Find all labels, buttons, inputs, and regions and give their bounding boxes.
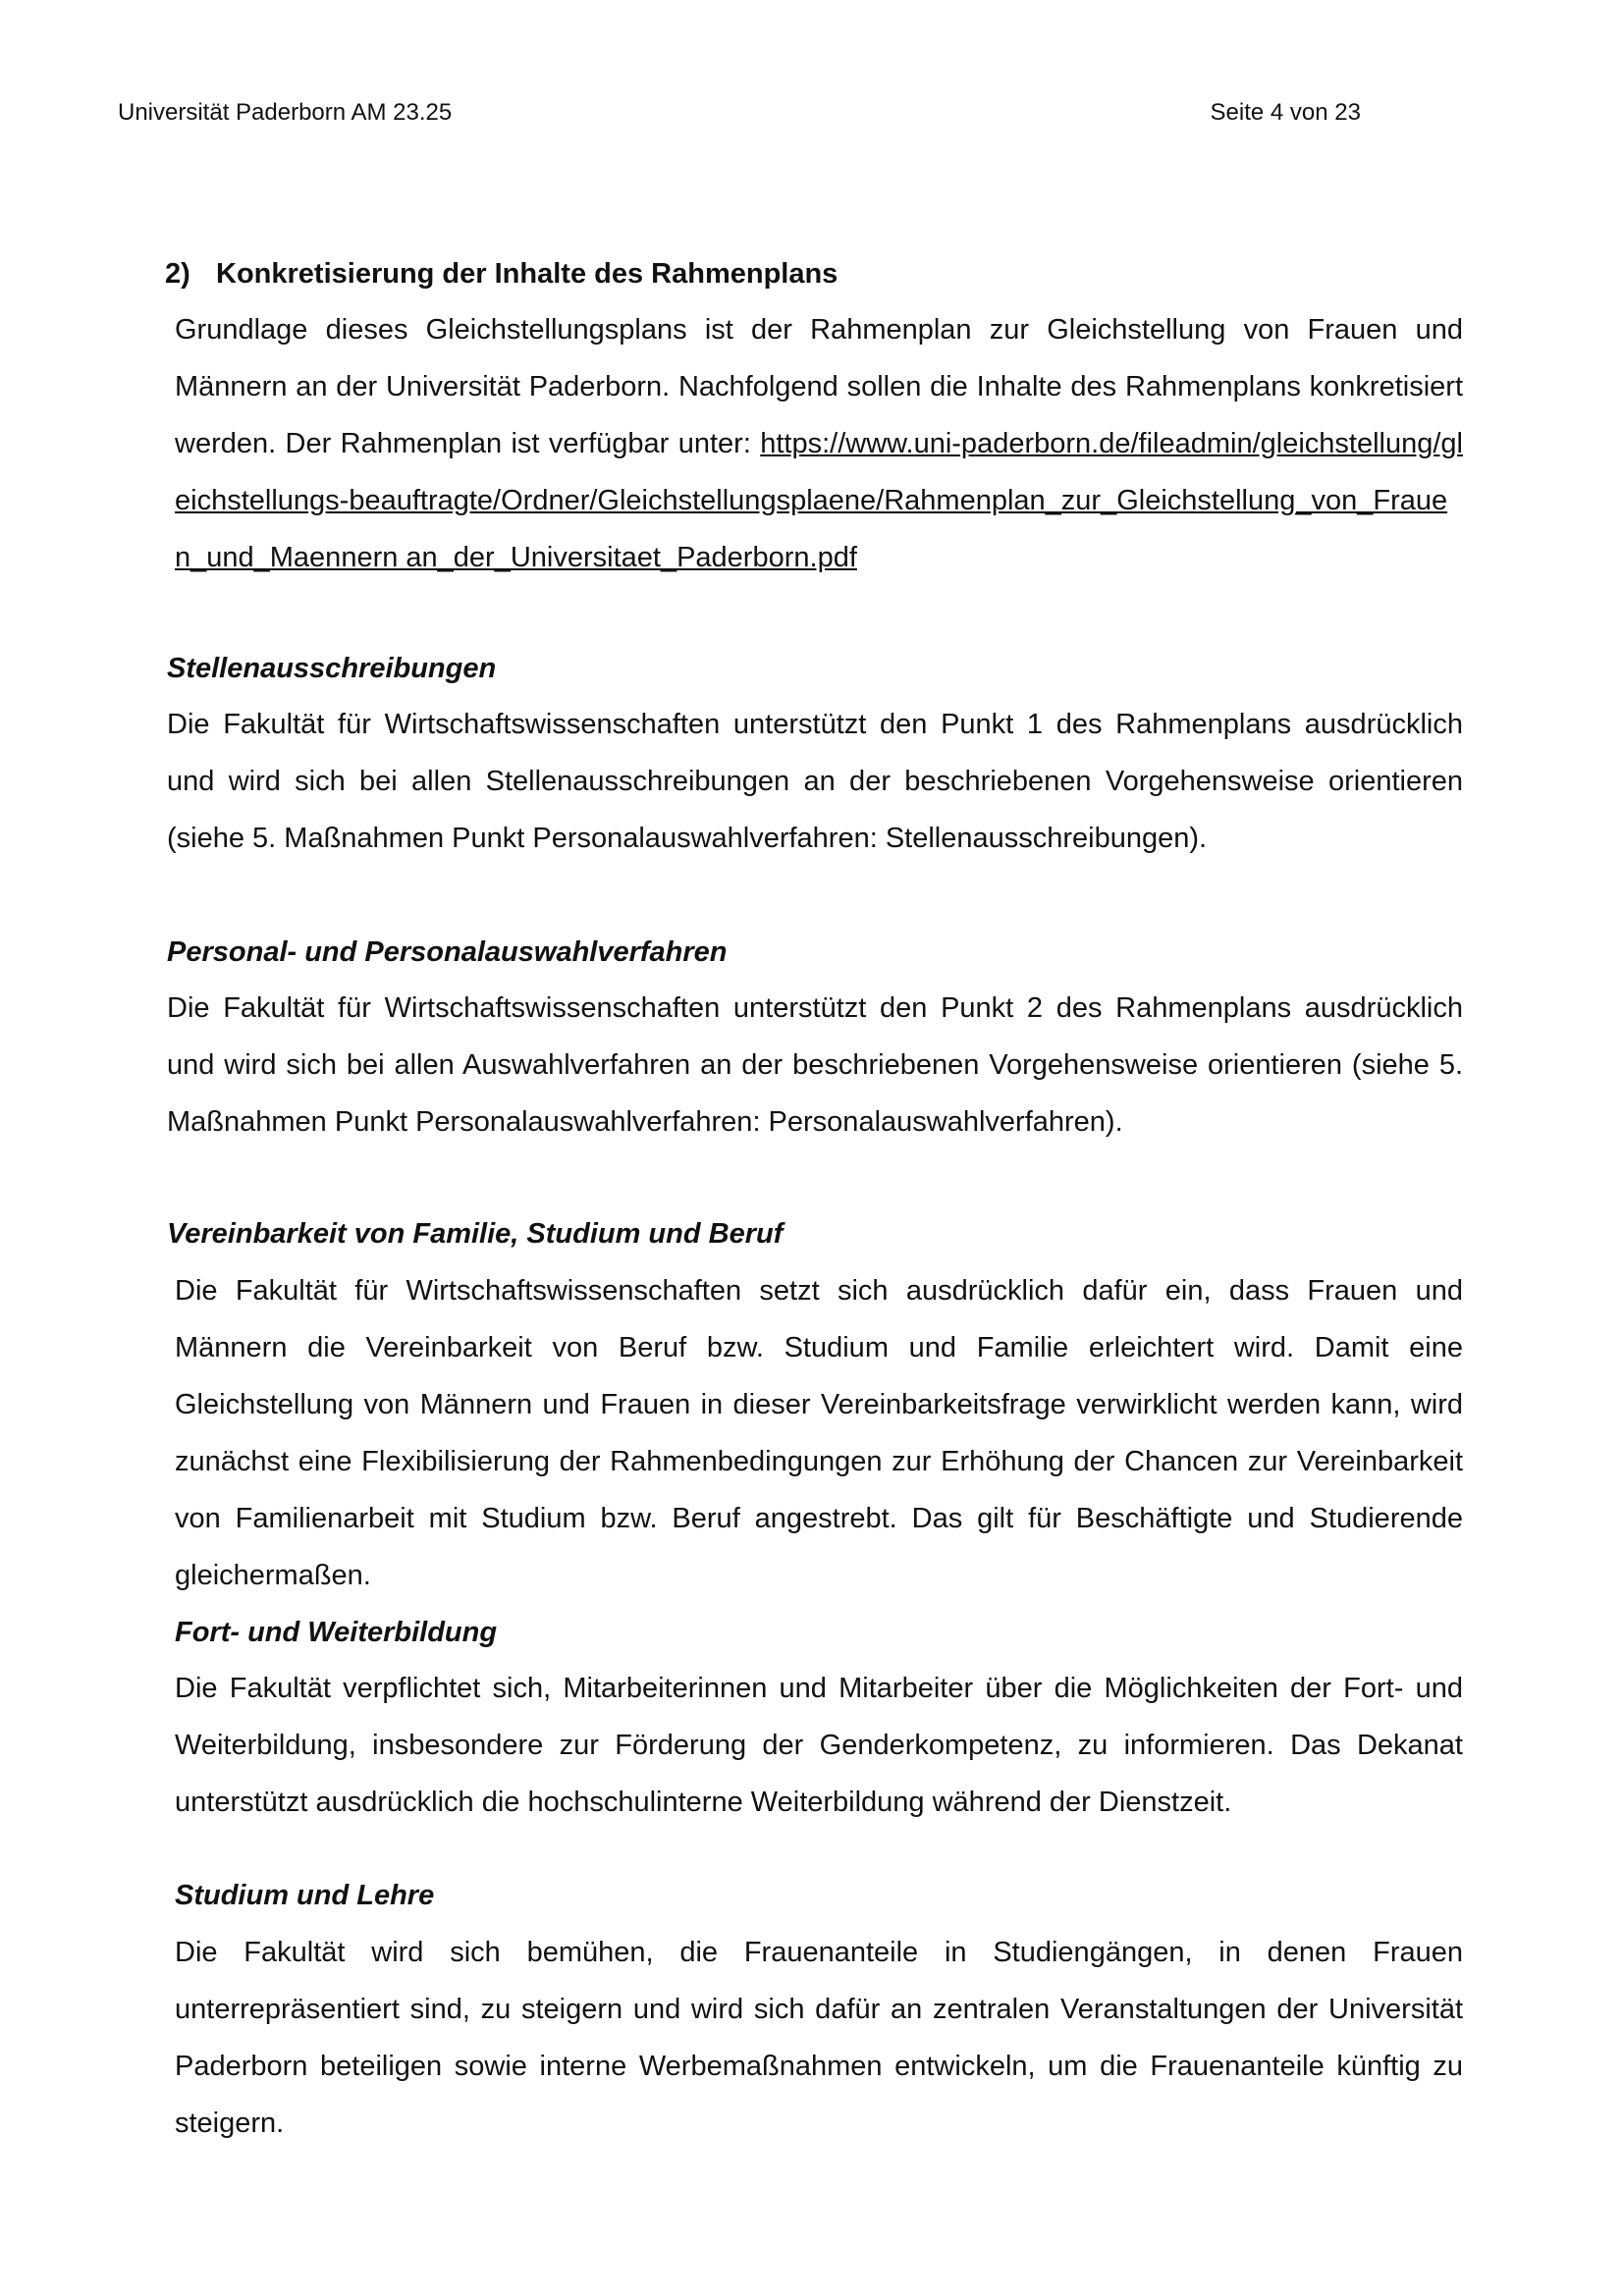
subheading-fort-weiterbildung: Fort- und Weiterbildung	[175, 1617, 498, 1648]
subheading-studium-lehre: Studium und Lehre	[175, 1880, 435, 1911]
paragraph-vereinbarkeit: Die Fakultät für Wirtschaftswissenschaften setzt sich ausdrücklich dafür ein, dass Frauen und Männern die Vereinbarkeit von Beruf bzw. Studium und Familie erleichtert wird. Damit eine Gleichstellung von Männern und Frauen in dieser Vereinbarkeitsfrage verwirklicht werden kann, wird zunächst eine Flexibilisierung der Rahmenbedingungen zur Erhöhung der Chancen zur Vereinbarkeit von Familienarbeit mit Studium bzw. Beruf angestrebt. Das gilt für Beschäftigte und Studierende gleichermaßen.	[175, 1275, 1463, 1591]
section-intro-text: Grundlage dieses Gleichstellungsplans ist der Rahmenplan zur Gleichstellung von Frauen und Männern an der Universität Paderborn. Nachfolgend sollen die Inhalte des Rahmenplans konkretisiert werden. Der Rahmenplan ist verfügbar unter:	[175, 314, 1463, 459]
page-header	[118, 98, 1361, 137]
paragraph-personalauswahlverfahren: Die Fakultät für Wirtschaftswissenschaften unterstützt den Punkt 2 des Rahmenplans ausdrücklich und wird sich bei allen Auswahlverfahren an der beschriebenen Vorgehensweise orientieren (siehe 5. Maßnahmen Punkt Personalauswahlverfahren: Personalauswahlverfahren).	[167, 992, 1463, 1138]
paragraph-stellenausschreibungen: Die Fakultät für Wirtschaftswissenschaften unterstützt den Punkt 1 des Rahmenplans ausdrücklich und wird sich bei allen Stellenausschreibungen an der beschriebenen Vorgehensweise orientieren (siehe 5. Maßnahmen Punkt Personalauswahlverfahren: Stellenausschreibungen).	[167, 709, 1463, 854]
section-title: Konkretisierung der Inhalte des Rahmenplans	[216, 258, 839, 290]
section-heading	[165, 257, 838, 291]
subheading-vereinbarkeit: Vereinbarkeit von Familie, Studium und Beruf	[167, 1218, 784, 1250]
section-number: 2)	[165, 258, 190, 290]
header-document-id: Universität Paderborn AM 23.25	[118, 99, 453, 126]
subheading-personalauswahlverfahren: Personal- und Personalauswahlverfahren	[167, 936, 728, 968]
paragraph-studium-lehre: Die Fakultät wird sich bemühen, die Frauenanteile in Studiengängen, in denen Frauen unterrepräsentiert sind, zu steigern und wird sich dafür an zentralen Veranstaltungen der Universität Paderborn beteiligen sowie interne Werbemaßnahmen entwickeln, um die Frauenanteile künftig zu steigern.	[175, 1937, 1463, 2139]
section-intro-paragraph	[175, 301, 1463, 586]
paragraph-fort-weiterbildung: Die Fakultät verpflichtet sich, Mitarbeiterinnen und Mitarbeiter über die Möglichkeiten der Fort- und Weiterbildung, insbesondere zur Förderung der Genderkompetenz, zu informieren. Das Dekanat unterstützt ausdrücklich die hochschulinterne Weiterbildung während der Dienstzeit.	[175, 1673, 1463, 1818]
rahmenplan-link[interactable]: https://www.uni-paderborn.de/fileadmin/gleichstellung/gleichstellungs-beauftragte/Ordner/Gleichstellungsplaene/Rahmenplan_zur_Gleichstellung_von_Frauen_und_Maennern an_der_Universitaet_Paderborn.pdf	[175, 428, 1463, 573]
header-page-number: Seite 4 von 23	[1210, 99, 1361, 126]
subheading-stellenausschreibungen: Stellenausschreibungen	[167, 653, 497, 684]
